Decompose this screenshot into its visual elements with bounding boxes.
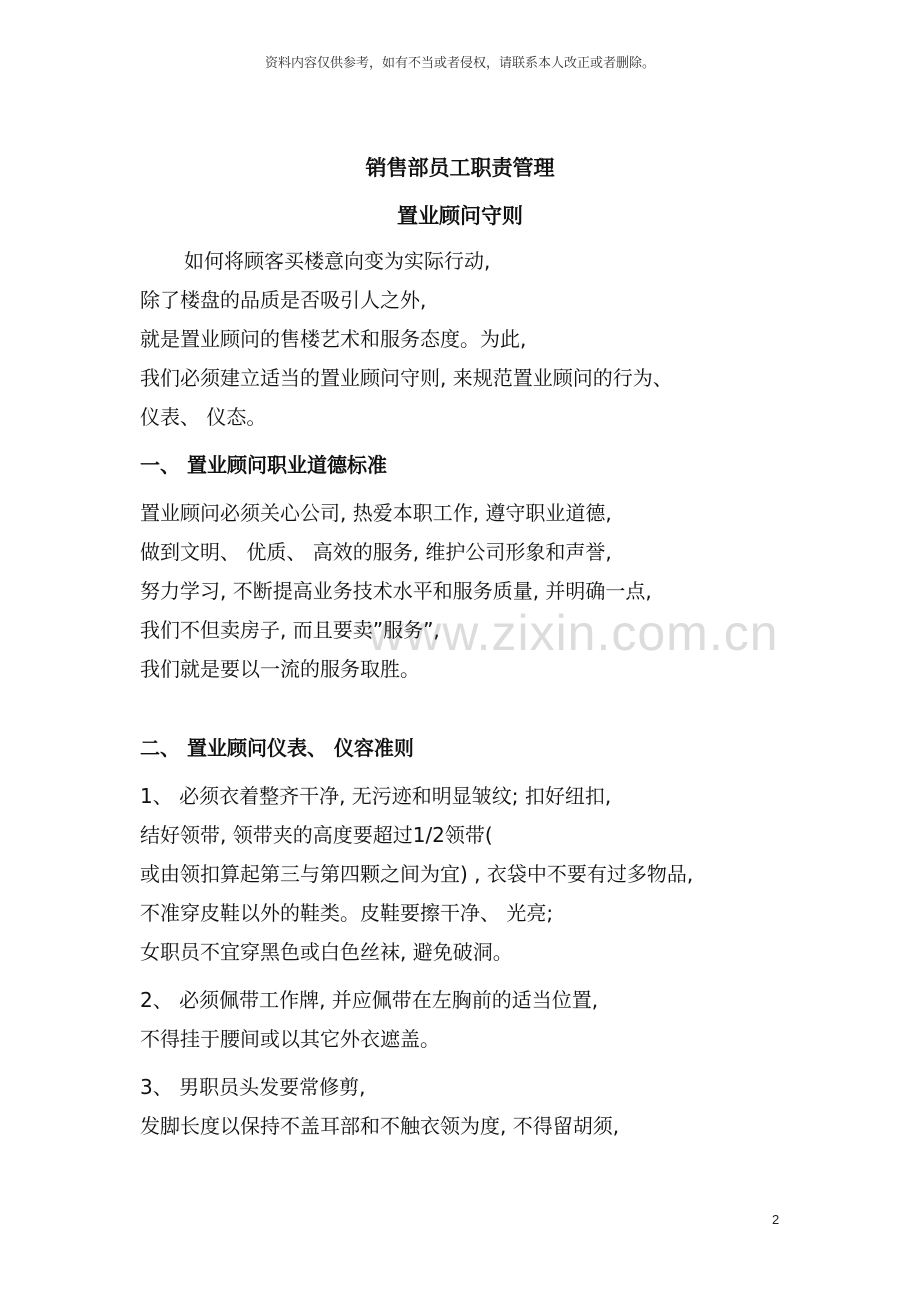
section1-line: 我们就是要以一流的服务取胜。 [140, 657, 420, 681]
intro-line: 除了楼盘的品质是否吸引人之外, [140, 288, 427, 312]
item1-line: 女职员不宜穿黑色或白色丝袜, 避免破洞。 [140, 940, 513, 964]
document-subtitle: 置业顾问守则 [397, 204, 523, 228]
item2-line: 2、 必须佩带工作牌, 并应佩带在左胸前的适当位置, [140, 988, 599, 1012]
intro-line: 就是置业顾问的售楼艺术和服务态度。为此, [140, 327, 527, 351]
section1-line: 置业顾问必须关心公司, 热爱本职工作, 遵守职业道德, [140, 501, 612, 525]
intro-line: 我们必须建立适当的置业顾问守则, 来规范置业顾问的行为、 [140, 366, 673, 390]
intro-line: 仪表、 仪态。 [140, 405, 267, 429]
section-heading-1: 一、 置业顾问职业道德标准 [140, 453, 387, 477]
item2-line: 不得挂于腰间或以其它外衣遮盖。 [140, 1027, 440, 1051]
section-heading-2: 二、 置业顾问仪表、 仪容准则 [140, 736, 414, 760]
section1-line: 做到文明、 优质、 高效的服务, 维护公司形象和声誉, [140, 540, 612, 564]
item1-line: 1、 必须衣着整齐干净, 无污迹和明显皱纹; 扣好纽扣, [140, 784, 612, 808]
item1-line: 不准穿皮鞋以外的鞋类。皮鞋要擦干净、 光亮; [140, 901, 554, 925]
header-disclaimer: 资料内容仅供参考，如有不当或者侵权，请联系本人改正或者删除。 [264, 56, 655, 71]
watermark: www.zixin.com.cn [368, 605, 779, 661]
item1-line: 结好领带, 领带夹的高度要超过1/2领带( [140, 823, 493, 847]
section1-line: 我们不但卖房子, 而且要卖”服务”, [140, 618, 440, 642]
section1-line: 努力学习, 不断提高业务技术水平和服务质量, 并明确一点, [140, 579, 652, 603]
item3-line: 发脚长度以保持不盖耳部和不触衣领为度, 不得留胡须, [140, 1114, 620, 1138]
item3-line: 3、 男职员头发要常修剪, [140, 1075, 366, 1099]
item1-line: 或由领扣算起第三与第四颗之间为宜) , 衣袋中不要有过多物品, [140, 862, 694, 886]
document-title: 销售部员工职责管理 [365, 156, 555, 180]
page-number: 2 [772, 1212, 780, 1227]
intro-line: 如何将顾客买楼意向变为实际行动, [184, 249, 491, 273]
